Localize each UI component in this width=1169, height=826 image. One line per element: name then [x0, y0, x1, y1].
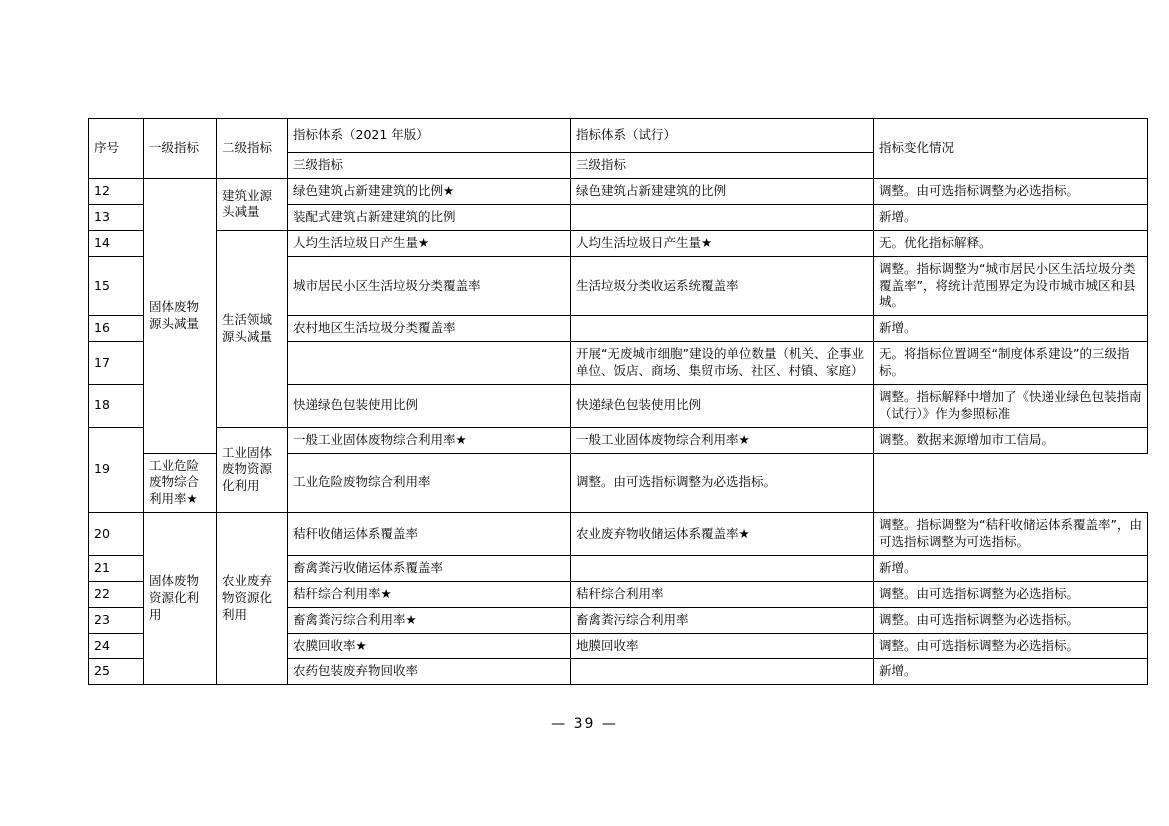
cell-change: 新增。	[874, 204, 1148, 230]
table-row	[89, 179, 1148, 205]
cell-seq: 23	[89, 607, 144, 633]
cell-trial: 地膜回收率	[571, 633, 874, 659]
cell-2021: 人均生活垃圾日产生量★	[288, 230, 571, 256]
cell-level2-group: 工业固体废物资源化利用	[217, 427, 288, 513]
cell-2021: 城市居民小区生活垃圾分类覆盖率	[288, 256, 571, 316]
cell-2021: 快递绿色包装使用比例	[288, 384, 571, 427]
cell-change: 调整。指标调整为“秸秆收储运体系覆盖率”，由可选指标调整为可选指标。	[874, 513, 1148, 556]
cell-trial: 工业危险废物综合利用率	[288, 453, 571, 513]
cell-seq: 14	[89, 230, 144, 256]
cell-trial: 快递绿色包装使用比例	[571, 384, 874, 427]
cell-2021: 装配式建筑占新建建筑的比例	[288, 204, 571, 230]
cell-change: 调整。指标调整为“城市居民小区生活垃圾分类覆盖率”，将统计范围界定为设市城市城区和县城。	[874, 256, 1148, 316]
page-number: — 39 —	[551, 716, 618, 732]
cell-trial: 绿色建筑占新建建筑的比例	[571, 179, 874, 205]
cell-trial	[571, 659, 874, 685]
cell-seq: 16	[89, 316, 144, 342]
cell-trial	[571, 316, 874, 342]
cell-seq: 20	[89, 513, 144, 556]
cell-seq: 13	[89, 204, 144, 230]
cell-trial: 开展“无废城市细胞”建设的单位数量（机关、企事业单位、饭店、商场、集贸市场、社区、村镇、家庭）	[571, 342, 874, 385]
table-row	[89, 230, 1148, 256]
header-level3-trial: 三级指标	[571, 153, 874, 179]
header-level3-2021: 三级指标	[288, 153, 571, 179]
cell-seq: 21	[89, 555, 144, 581]
table-row	[89, 427, 1148, 453]
cell-2021: 农村地区生活垃圾分类覆盖率	[288, 316, 571, 342]
cell-change: 调整。指标解释中增加了《快递业绿色包装指南（试行）》作为参照标准	[874, 384, 1148, 427]
table-header-row-main	[89, 119, 1148, 153]
table-header	[89, 119, 1148, 179]
cell-seq: 22	[89, 581, 144, 607]
cell-2021: 农药包装废弃物回收率	[288, 659, 571, 685]
cell-trial	[571, 555, 874, 581]
cell-level1-group: 固体废物资源化利用	[144, 513, 217, 685]
cell-change: 无。优化指标解释。	[874, 230, 1148, 256]
cell-2021: 畜禽粪污综合利用率★	[288, 607, 571, 633]
cell-trial: 生活垃圾分类收运系统覆盖率	[571, 256, 874, 316]
cell-level2-group: 建筑业源头减量	[217, 179, 288, 231]
cell-2021	[288, 342, 571, 385]
cell-trial: 农业废弃物收储运体系覆盖率★	[571, 513, 874, 556]
cell-trial: 一般工业固体废物综合利用率★	[571, 427, 874, 453]
cell-seq: 24	[89, 633, 144, 659]
cell-change: 调整。由可选指标调整为必选指标。	[571, 453, 874, 513]
cell-change: 调整。由可选指标调整为必选指标。	[874, 633, 1148, 659]
cell-seq: 15	[89, 256, 144, 316]
header-system-2021: 指标体系（2021 年版）	[288, 119, 571, 153]
cell-2021: 秸秆综合利用率★	[288, 581, 571, 607]
cell-level2-group: 农业废弃物资源化利用	[217, 513, 288, 685]
header-seq: 序号	[89, 119, 144, 179]
cell-change: 调整。由可选指标调整为必选指标。	[874, 179, 1148, 205]
cell-trial: 畜禽粪污综合利用率	[571, 607, 874, 633]
cell-change: 新增。	[874, 316, 1148, 342]
cell-seq: 25	[89, 659, 144, 685]
cell-change: 新增。	[874, 555, 1148, 581]
cell-2021: 绿色建筑占新建建筑的比例★	[288, 179, 571, 205]
header-level1: 一级指标	[144, 119, 217, 179]
indicator-comparison-table	[88, 118, 1148, 685]
indicator-comparison-table-wrapper	[88, 118, 1142, 685]
header-change: 指标变化情况	[874, 119, 1148, 179]
cell-2021: 一般工业固体废物综合利用率★	[288, 427, 571, 453]
cell-trial: 人均生活垃圾日产生量★	[571, 230, 874, 256]
cell-2021: 工业危险废物综合利用率★	[144, 453, 217, 513]
cell-seq: 19	[89, 427, 144, 513]
table-row	[89, 513, 1148, 556]
cell-change: 调整。由可选指标调整为必选指标。	[874, 581, 1148, 607]
cell-change: 调整。数据来源增加市工信局。	[874, 427, 1148, 453]
table-body	[89, 179, 1148, 685]
cell-2021: 农膜回收率★	[288, 633, 571, 659]
cell-seq: 18	[89, 384, 144, 427]
cell-trial: 秸秆综合利用率	[571, 581, 874, 607]
header-level2: 二级指标	[217, 119, 288, 179]
cell-change: 调整。由可选指标调整为必选指标。	[874, 607, 1148, 633]
cell-seq: 12	[89, 179, 144, 205]
cell-2021: 畜禽粪污收储运体系覆盖率	[288, 555, 571, 581]
cell-trial	[571, 204, 874, 230]
cell-level2-group: 生活领域源头减量	[217, 230, 288, 427]
cell-change: 无。将指标位置调至“制度体系建设”的三级指标。	[874, 342, 1148, 385]
cell-change: 新增。	[874, 659, 1148, 685]
cell-seq: 17	[89, 342, 144, 385]
cell-level1-group: 固体废物源头减量	[144, 179, 217, 454]
header-system-trial: 指标体系（试行）	[571, 119, 874, 153]
cell-2021: 秸秆收储运体系覆盖率	[288, 513, 571, 556]
